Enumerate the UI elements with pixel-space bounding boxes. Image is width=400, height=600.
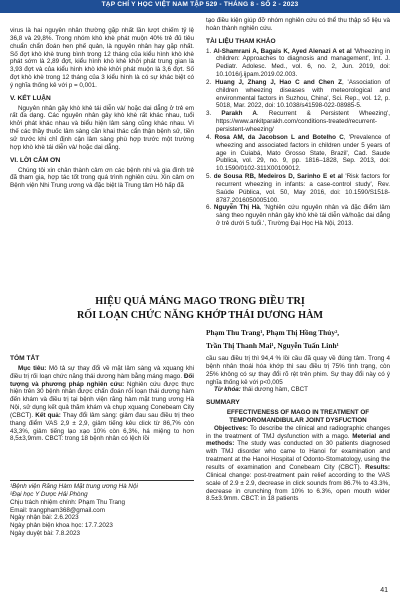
reference-item: 5. de Sousa RB, Medeiros D, Sarinho E et al 'Risk factors for recurrent wheezing in infants: a case-control study', Rev. Saúde Pública, vol. 50, May 2016, doi: 10.1590/S1518-8787.2016050005100. — [206, 173, 390, 204]
reference-item: 4. Rosa AM, da Jacobson L and Botelho C, 'Prevalence of wheezing and associated factors in children under 5 years of age in Cuiabá, Mato Grosso State, Brazil', Cad. Saude Publica, vol. 29, no. 9, pp. 1816–1828, Sep. 2013, doi: 10.1590/0102-311X00109012. — [206, 133, 390, 173]
summary-vi-heading: TÓM TẮT — [10, 355, 40, 362]
references-heading: TÀI LIỆU THAM KHẢO — [206, 37, 276, 45]
left-top-column — [10, 27, 194, 190]
article-title-line-2: RỐI LOẠN CHỨC NĂNG KHỚP THÁI DƯƠNG HÀM — [76, 310, 324, 321]
affiliation-2: ²Đại học Y Dược Hải Phòng — [10, 490, 88, 498]
reference-item: 6. Nguyễn Thị Hà, 'Nghiên cứu nguyên nhân và đặc điểm lâm sàng theo nguyên nhân gây khò khè tái diễn và/hoặc dai dẳng ở trẻ dưới 5 tuổi.', Trường Đại Học Hà Nội, 2013. — [206, 204, 390, 228]
accepted-date: Ngày duyệt bài: 7.8.2023 — [10, 530, 81, 538]
reference-item: 3. Parakh A. Recurrent & Persistent Wheezing', https://www.ankitparakh.com/conditions-treated/recurrent-persistent-wheezing/ — [206, 110, 391, 133]
email-line: Email: trangpham368@gmail.com — [10, 506, 105, 514]
summary-goal: Mục tiêu: Mô tả sự thay đổi về mặt lâm sàng và xquang khi điều trị rối loạn chức năng thái dương hàm bằng máng mago. Đối tượng và phương pháp nghiên cứu: Nghiên cứu được thực hiện trên 30 bệnh nhân được chẩn đoán rối loạn thái dương hàm đến khám và điều trị tại bệnh viện răng hàm mặt trung ương Hà Nội, sử dụng kết quả thăm khám và chụp xquang Conebeam City (CBCT). Kết quả: Thay đổi lâm sàng: giảm đau sau điều trị theo thang điểm VAS 2,9 ± 2,9, giảm tiếng kêu click từ 86,7% còn 43,3%, giảm tiếng lạo xạo 10% còn 6,3%, há miệng to hơn 8,5±3,9mm. CBCT: trong 18 bệnh nhân có lệch lồi — [10, 364, 195, 443]
authors-line-1: Phạm Thu Trang¹, Phạm Thị Hồng Thủy², — [206, 328, 340, 337]
reference-item: 1. Al-Shamrani A, Bagais K, Ayed Alenazi A et al 'Wheezing in children: Approaches to diagnosis and management', Int. J. Pediatr. Adolesc. Med., vol. 6, no. 2, Jun. 2019, doi: 10.1016/j.ijpam.2019.02.003. — [206, 47, 390, 79]
english-title: EFFECTIVENESS OF MAGO IN TREATMENT OF TEMPOROMANDIBULAR JOINT DYSFUCTION — [226, 409, 370, 424]
affiliation-1: ¹Bệnh viện Răng Hàm Mặt trung ương Hà Nội — [10, 483, 138, 490]
affiliations — [10, 483, 194, 538]
reference-item: 2. Huang J, Zhang J, Hao C and Chen Z, 'Association of children wheezing diseases with meteorological and environmental factors in Suzhou, China', Sci. Rep., vol. 12, p. 5018, Mar. 2022, doi: 10.1038/s41598-022-08985-5. — [206, 78, 391, 110]
reviewed-date: Ngày phản biện khoa học: 17.7.2023 — [10, 522, 113, 530]
responsible-author: Chịu trách nhiệm chính: Phạm Thu Trang — [10, 498, 126, 506]
page-number: 41 — [380, 587, 388, 594]
results-paragraph: virus là hai nguyên nhân thường gặp nhất lần lượt chiếm tỷ lệ 36,8 và 29,8%. Trong nhóm khò khè phát muộn 40% trẻ đủ tiêu chuẩn chẩn đoán hen phế quản, là nguyên nhân hay gặp nhất. Số đợt khò khè trung bình trong 12 tháng của kiểu hình khò khè phát sớm là 2,89 đợt, kiểu hình khò khè khởi phát trung gian là 3,93 đợt và của kiểu hình khò khè khởi phát muộn là 3,6 đợt. Số đợt khò khè trong 12 tháng của 3 kiểu hình là có sự khác biệt có ý nghĩa thống kê với p = 0,001. — [10, 27, 194, 89]
thanks-paragraph: Chúng tôi xin chân thành cảm ơn các bệnh nhi và gia đình trẻ đã tham gia, hợp tác tốt trong quá trình nghiên cứu. Xin cảm ơn Bệnh viện Nhi Trung ương và đặc biệt là Trung tâm Hô hấp đã — [10, 166, 194, 190]
summary-vi-continuation: cầu sau điều trị thì 94,4 % lồi cầu đã quay về đúng tâm. Trong 4 bệnh nhân thoái hóa khớp thì sau điều trị 75% tình trạng, còn 25% không có sự thay đổi rõ rệt trên phim. Sự thay đổi này có ý nghĩa thống kê với p<0,005 — [206, 355, 390, 386]
received-date: Ngày nhận bài: 2.6.2023 — [10, 514, 79, 522]
footnote-divider — [10, 480, 194, 481]
keywords: Từ khóa: thái dương hàm, CBCT — [214, 386, 309, 394]
article-title-line-1: HIỆU QUẢ MÁNG MAGO TRONG ĐIỀU TRỊ — [95, 296, 305, 307]
conclusion-paragraph: Nguyên nhân gây khò khè tái diễn và/ hoặc dai dẳng ở trẻ em rất đa dạng. Các nguyên nhân gây khò khè rất khác nhau, tuổi khởi phát khác nhau và biểu hiện lâm sàng cũng khác nhau. Vì thế các thầy thuốc lâm sàng cần khai thác cẩn thận bệnh sử, tiền sử trước khi chỉ định cận lâm sàng phù hợp trước một trường hợp khò khè tái diễn và/ hoặc dai dẳng. — [10, 104, 194, 151]
english-abstract: Objectives: To describe the clinical and radiographic changes in the treatment of TMJ dysfunction with a mago. Meterial and methods: The study was conducted on 30 patients diagnosed with TMJ disorder who came to Hanoi for examination and treatment at the Hanoi Hospital of Odonto-Stomatology, using the results of examination and Conebeam City (CBCT). Results: Clinical change: post-treatment pain relief according to the VAS scale of 2.9 ± 2.9, decrease in click sounds from 86.7% to 43.3%, decrease in crunching from 10% to 6.3%, open mouth wider 8.5±3.9mm. CBCT: in 18 patients — [206, 424, 391, 503]
summary-en-heading: SUMMARY — [206, 399, 240, 407]
thanks-heading: VI. LỜI CẢM ƠN — [10, 156, 61, 164]
conclusion-heading: V. KẾT LUẬN — [10, 94, 51, 102]
right-bottom-column — [206, 355, 390, 503]
vietnamese-summary — [10, 355, 194, 443]
right-top-column — [206, 17, 390, 228]
thanks-continuation: tạo điều kiện giúp đỡ nhóm nghiên cứu có thể thu thập số liệu và hoàn thành nghiên cứu. — [206, 17, 390, 32]
journal-header: TẠP CHÍ Y HỌC VIỆT NAM TẬP 529 - THÁNG 8 - SỐ 2 - 2023 — [101, 1, 299, 8]
authors-line-2: Trần Thị Thanh Mai¹, Nguyễn Tuấn Linh¹ — [206, 341, 339, 350]
